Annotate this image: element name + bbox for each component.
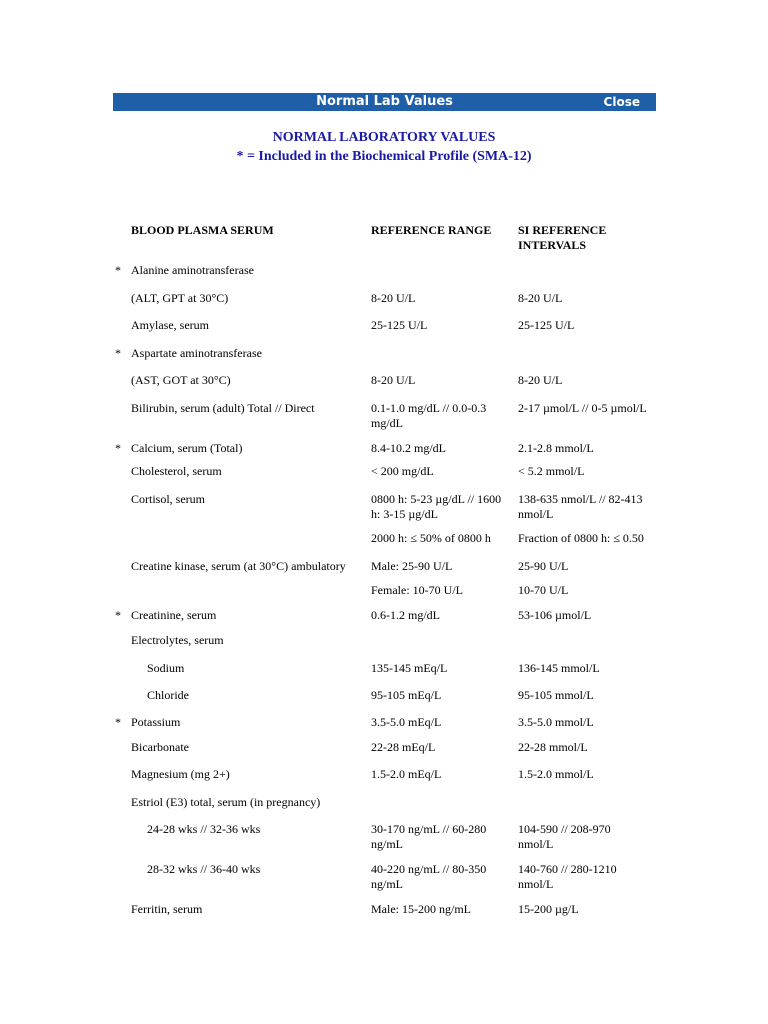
test-name: Bicarbonate xyxy=(131,740,189,754)
si-interval-line1: 138-635 nmol/L // 82-413 xyxy=(518,492,643,506)
reference-range-line1: 40-220 ng/mL // 80-350 xyxy=(371,862,487,876)
reference-range: 0.6-1.2 mg/dL xyxy=(371,608,440,622)
test-name: 24-28 wks // 32-36 wks xyxy=(147,822,261,836)
test-name: Potassium xyxy=(131,715,181,729)
test-name: Amylase, serum xyxy=(131,318,209,332)
test-name: Sodium xyxy=(147,661,185,675)
si-interval: 25-125 U/L xyxy=(518,318,575,332)
test-name: Electrolytes, serum xyxy=(131,633,224,647)
si-interval: 15-200 µg/L xyxy=(518,902,579,916)
column-header-reference-range: REFERENCE RANGE xyxy=(371,223,492,237)
test-name: Ferritin, serum xyxy=(131,902,203,916)
sma12-marker: * xyxy=(115,441,121,455)
column-header-blood-plasma-serum: BLOOD PLASMA SERUM xyxy=(131,223,274,237)
si-interval: < 5.2 mmol/L xyxy=(518,464,585,478)
test-name: Cholesterol, serum xyxy=(131,464,222,478)
si-interval-line2: nmol/L xyxy=(518,837,554,851)
reference-range-line2: ng/mL xyxy=(371,877,403,891)
test-name: Magnesium (mg 2+) xyxy=(131,767,230,781)
test-name: Calcium, serum (Total) xyxy=(131,441,243,455)
page-subtitle: * = Included in the Biochemical Profile (SMA-12) xyxy=(236,149,532,164)
reference-range-line2: mg/dL xyxy=(371,416,403,430)
si-interval xyxy=(518,492,658,522)
sma12-marker: * xyxy=(115,263,121,277)
reference-range: 2000 h: ≤ 50% of 0800 h xyxy=(371,531,491,545)
si-interval: 8-20 U/L xyxy=(518,373,563,387)
reference-range: 25-125 U/L xyxy=(371,318,428,332)
reference-range: 1.5-2.0 mEq/L xyxy=(371,767,442,781)
test-name: Creatine kinase, serum (at 30°C) ambulatory xyxy=(131,559,346,573)
si-interval: 8-20 U/L xyxy=(518,291,563,305)
si-interval xyxy=(518,862,658,892)
reference-range xyxy=(371,492,511,522)
si-interval-line2: nmol/L xyxy=(518,877,554,891)
reference-range-line1: 0800 h: 5-23 µg/dL // 1600 xyxy=(371,492,502,506)
reference-range-line2: ng/mL xyxy=(371,837,403,851)
close-button[interactable]: Close xyxy=(603,95,640,109)
reference-range xyxy=(371,401,511,431)
test-name: Chloride xyxy=(147,688,189,702)
si-interval: 25-90 U/L xyxy=(518,559,569,573)
page-title: NORMAL LABORATORY VALUES xyxy=(272,130,496,145)
si-interval: 2-17 µmol/L // 0-5 µmol/L xyxy=(518,401,647,415)
reference-range-line2: h: 3-15 µg/dL xyxy=(371,507,438,521)
si-interval: 53-106 µmol/L xyxy=(518,608,592,622)
si-interval: 22-28 mmol/L xyxy=(518,740,588,754)
reference-range: 8-20 U/L xyxy=(371,291,416,305)
reference-range: 8.4-10.2 mg/dL xyxy=(371,441,446,455)
reference-range: 22-28 mEq/L xyxy=(371,740,436,754)
reference-range: 8-20 U/L xyxy=(371,373,416,387)
reference-range: < 200 mg/dL xyxy=(371,464,434,478)
sma12-marker: * xyxy=(115,715,121,729)
reference-range xyxy=(371,822,511,852)
column-header-si-reference xyxy=(518,223,606,253)
test-name: Bilirubin, serum (adult) Total // Direct xyxy=(131,401,315,415)
test-name: (ALT, GPT at 30°C) xyxy=(131,291,229,305)
test-name: (AST, GOT at 30°C) xyxy=(131,373,231,387)
reference-range-line1: 30-170 ng/mL // 60-280 xyxy=(371,822,487,836)
window-titlebar xyxy=(113,93,656,111)
si-interval: 2.1-2.8 mmol/L xyxy=(518,441,594,455)
test-name: Alanine aminotransferase xyxy=(131,263,254,277)
si-interval: Fraction of 0800 h: ≤ 0.50 xyxy=(518,531,644,545)
reference-range: 95-105 mEq/L xyxy=(371,688,442,702)
si-interval: 95-105 mmol/L xyxy=(518,688,594,702)
test-name: 28-32 wks // 36-40 wks xyxy=(147,862,261,876)
reference-range: 3.5-5.0 mEq/L xyxy=(371,715,442,729)
si-interval: 3.5-5.0 mmol/L xyxy=(518,715,594,729)
si-interval: 1.5-2.0 mmol/L xyxy=(518,767,594,781)
test-name: Estriol (E3) total, serum (in pregnancy) xyxy=(131,795,321,809)
si-interval: 136-145 mmol/L xyxy=(518,661,600,675)
reference-range-line1: 0.1-1.0 mg/dL // 0.0-0.3 xyxy=(371,401,487,415)
reference-range: Male: 15-200 ng/mL xyxy=(371,902,471,916)
reference-range: Male: 25-90 U/L xyxy=(371,559,453,573)
si-interval: 10-70 U/L xyxy=(518,583,569,597)
reference-range xyxy=(371,862,511,892)
si-interval-line1: 140-760 // 280-1210 xyxy=(518,862,617,876)
reference-range: 135-145 mEq/L xyxy=(371,661,448,675)
sma12-marker: * xyxy=(115,608,121,622)
window-title: Normal Lab Values xyxy=(316,94,453,109)
column-header-si-line2: INTERVALS xyxy=(518,238,587,252)
si-interval xyxy=(518,822,658,852)
test-name: Aspartate aminotransferase xyxy=(131,346,262,360)
si-interval-line2: nmol/L xyxy=(518,507,554,521)
si-interval-line1: 104-590 // 208-970 xyxy=(518,822,611,836)
column-header-si-line1: SI REFERENCE xyxy=(518,223,607,237)
test-name: Cortisol, serum xyxy=(131,492,205,506)
reference-range: Female: 10-70 U/L xyxy=(371,583,463,597)
test-name: Creatinine, serum xyxy=(131,608,217,622)
sma12-marker: * xyxy=(115,346,121,360)
